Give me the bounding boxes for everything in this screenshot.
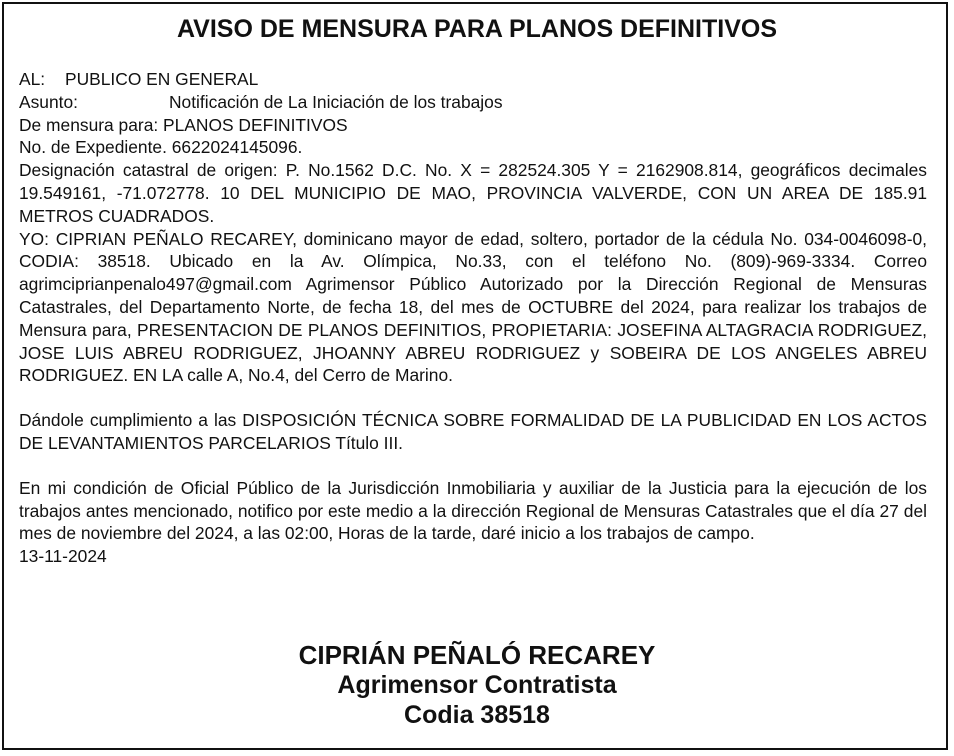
notification-paragraph: En mi condición de Oficial Público de la Jurisdicción Inmobiliaria y auxiliar de la Justicia para la ejecución de los trabajos antes mencionado, notifico por este medio a la dirección Regional de Mensuras Catastrales que el día 27 del mes de noviembre del 2024, a las 02:00, Horas de la tarde, daré inicio a los trabajos de campo. <box>19 477 927 544</box>
addressee-label: AL: <box>19 69 46 89</box>
subject-label: Asunto: <box>19 91 78 112</box>
addressee-value: PUBLICO EN GENERAL <box>65 69 259 89</box>
notice-body <box>19 68 927 568</box>
compliance-paragraph: Dándole cumplimiento a las DISPOSICIÓN TÉCNICA SOBRE FORMALIDAD DE LA PUBLICIDAD EN LOS ACTOS DE LEVANTAMIENTOS PARCELARIOS Título III. <box>19 410 927 453</box>
cadastral-designation-paragraph: Designación catastral de origen: P. No.1562 D.C. No. X = 282524.305 Y = 2162908.814, geográficos decimales 19.549161, -71.072778. 10 DEL MUNICIPIO DE MAO, PROVINCIA VALVERDE, CON UN AREA DE 185.91 METROS CUADRADOS. <box>19 160 927 226</box>
notice-date: 13-11-2024 <box>19 546 107 567</box>
signatory-codia: Codia 38518 <box>404 701 550 729</box>
subject-line <box>19 91 927 114</box>
notice-title: AVISO DE MENSURA PARA PLANOS DEFINITIVOS <box>176 15 778 43</box>
signatory-role: Agrimensor Contratista <box>337 671 617 699</box>
signature-block <box>0 640 954 730</box>
signatory-name: CIPRIÁN PEÑALÓ RECAREY <box>298 640 656 670</box>
file-number-line: No. de Expediente. 6622024145096. <box>19 137 303 158</box>
addressee-line <box>19 68 927 91</box>
surveyor-declaration-paragraph: YO: CIPRIAN PEÑALO RECAREY, dominicano mayor de edad, soltero, portador de la cédula No. 034-0046098-0, CODIA: 38518. Ubicado en la Av. Olímpica, No.33, con el teléfono No. (809)-969-3334. Correo agrimciprianpenalo497@gmail.com Agrimensor Público Autorizado por la Dirección Regional de Mensuras Catastrales, del Departamento Norte, de fecha 18, del mes de OCTUBRE del 2024, para realizar los trabajos de Mensura para, PRESENTACION DE PLANOS DEFINITIOS, PROPIETARIA: JOSEFINA ALTAGRACIA RODRIGUEZ, JOSE LUIS ABREU RODRIGUEZ, JHOANNY ABREU RODRIGUEZ y SOBEIRA DE LOS ANGELES ABREU RODRIGUEZ. EN LA calle A, No.4, del Cerro de Marino. <box>19 228 927 386</box>
survey-type-line: De mensura para: PLANOS DEFINITIVOS <box>19 114 348 135</box>
subject-value: Notificación de La Iniciación de los trabajos <box>169 91 503 112</box>
